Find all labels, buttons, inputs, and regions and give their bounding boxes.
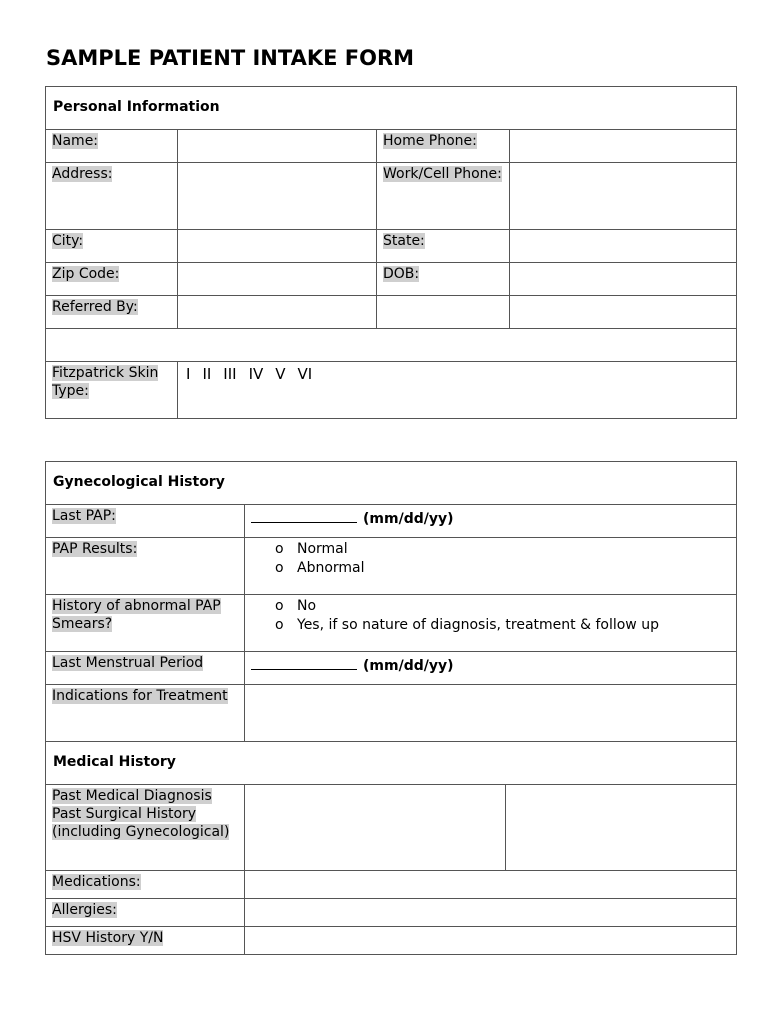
hsv-history-label: HSV History Y/N xyxy=(46,927,245,955)
past-surgical-field[interactable] xyxy=(506,785,737,871)
abnormal-pap-label: History of abnormal PAP Smears? xyxy=(46,595,245,652)
dob-field[interactable] xyxy=(510,263,737,296)
pap-results-label: PAP Results: xyxy=(46,538,245,595)
city-label: City: xyxy=(46,230,178,263)
personal-information-heading: Personal Information xyxy=(46,87,737,130)
past-diagnosis-field[interactable] xyxy=(245,785,506,871)
gynecological-history-table xyxy=(45,461,737,955)
pap-results-options xyxy=(245,538,737,595)
last-pap-date-field[interactable] xyxy=(245,505,737,538)
hsv-history-field[interactable] xyxy=(245,927,737,955)
date-format-hint: (mm/dd/yy) xyxy=(363,658,454,674)
personal-information-table xyxy=(45,86,737,419)
blank-row[interactable] xyxy=(46,329,737,362)
indications-label: Indications for Treatment xyxy=(46,685,245,742)
abnormal-pap-yes-option[interactable]: o Yes, if so nature of diagnosis, treatment & follow up xyxy=(275,617,659,633)
medications-label: Medications: xyxy=(46,871,245,899)
skin-type-option[interactable]: VI xyxy=(297,365,313,383)
address-label: Address: xyxy=(46,163,178,230)
option-bullet: o xyxy=(275,598,284,614)
state-field[interactable] xyxy=(510,230,737,263)
skin-type-label: Fitzpatrick Skin Type: xyxy=(46,362,178,419)
referred-by-extra-field[interactable] xyxy=(377,296,510,329)
skin-type-option[interactable]: V xyxy=(275,365,286,383)
referred-by-label: Referred By: xyxy=(46,296,178,329)
abnormal-pap-no-option[interactable]: o No xyxy=(275,598,317,614)
abnormal-pap-options xyxy=(245,595,737,652)
state-label: State: xyxy=(377,230,510,263)
zip-code-field[interactable] xyxy=(178,263,377,296)
pap-result-abnormal-option[interactable]: o Abnormal xyxy=(275,560,365,576)
medical-history-heading: Medical History xyxy=(46,742,737,785)
work-phone-field[interactable] xyxy=(510,163,737,230)
last-menstrual-period-label: Last Menstrual Period xyxy=(46,652,245,685)
allergies-field[interactable] xyxy=(245,899,737,927)
date-blank-line[interactable] xyxy=(251,655,357,670)
gynecological-history-heading: Gynecological History xyxy=(46,462,737,505)
page-title: SAMPLE PATIENT INTAKE FORM xyxy=(46,46,415,70)
work-phone-label: Work/Cell Phone: xyxy=(377,163,510,230)
option-bullet: o xyxy=(275,617,284,633)
skin-type-options[interactable] xyxy=(178,362,737,419)
last-menstrual-period-field[interactable] xyxy=(245,652,737,685)
home-phone-field[interactable] xyxy=(510,130,737,163)
referred-by-extra-field-2[interactable] xyxy=(510,296,737,329)
name-field[interactable] xyxy=(178,130,377,163)
option-bullet: o xyxy=(275,560,284,576)
address-field[interactable] xyxy=(178,163,377,230)
medications-field[interactable] xyxy=(245,871,737,899)
last-pap-label: Last PAP: xyxy=(46,505,245,538)
option-bullet: o xyxy=(275,541,284,557)
referred-by-field[interactable] xyxy=(178,296,377,329)
dob-label: DOB: xyxy=(377,263,510,296)
city-field[interactable] xyxy=(178,230,377,263)
skin-type-option[interactable]: II xyxy=(202,365,212,383)
indications-field[interactable] xyxy=(245,685,737,742)
past-diagnosis-label: Past Medical Diagnosis Past Surgical History (including Gynecological) xyxy=(46,785,245,871)
allergies-label: Allergies: xyxy=(46,899,245,927)
date-blank-line[interactable] xyxy=(251,508,357,523)
skin-type-option[interactable]: IV xyxy=(248,365,264,383)
name-label: Name: xyxy=(46,130,178,163)
skin-type-option[interactable]: I xyxy=(186,365,191,383)
pap-result-normal-option[interactable]: o Normal xyxy=(275,541,348,557)
date-format-hint: (mm/dd/yy) xyxy=(363,511,454,527)
zip-code-label: Zip Code: xyxy=(46,263,178,296)
home-phone-label: Home Phone: xyxy=(377,130,510,163)
skin-type-option[interactable]: III xyxy=(223,365,237,383)
